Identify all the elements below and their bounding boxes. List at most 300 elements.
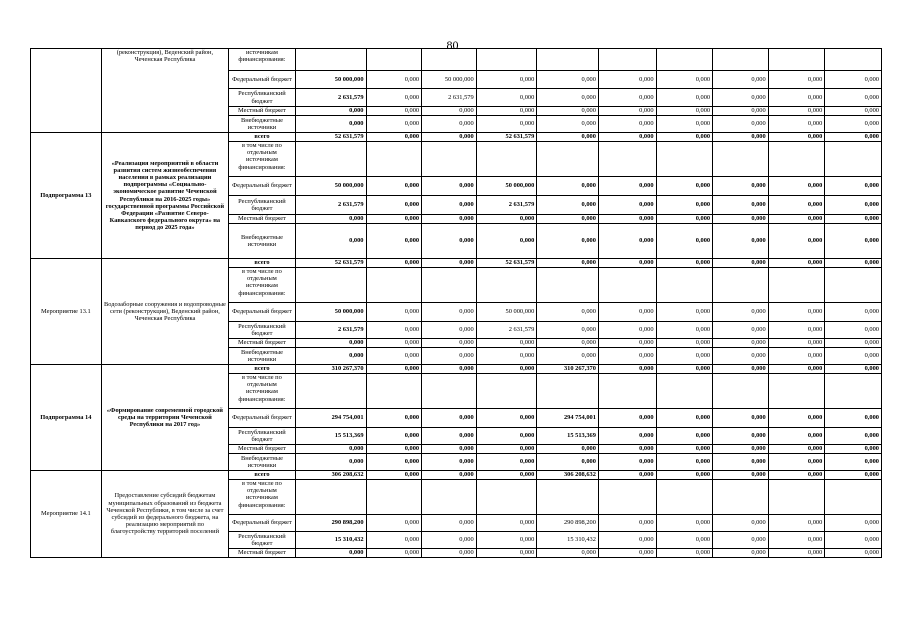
amount-cell: 0,000 [713, 365, 769, 374]
amount-cell [295, 268, 366, 303]
amount-cell: 0,000 [656, 215, 713, 224]
funding-source-cell: в том числе по отдельным источникам финансирования: [229, 374, 296, 409]
program-cell: Подпрограмма 14 [31, 365, 102, 471]
funding-source-cell: Местный бюджет [229, 445, 296, 454]
amount-cell [295, 49, 366, 71]
funding-source-cell: Местный бюджет [229, 549, 296, 558]
amount-cell: 0,000 [598, 322, 656, 339]
amount-cell: 0,000 [768, 428, 825, 445]
amount-cell: 0,000 [366, 428, 422, 445]
amount-cell [713, 480, 769, 515]
amount-cell [422, 268, 477, 303]
amount-cell: 0,000 [537, 89, 599, 107]
amount-cell: 0,000 [366, 471, 422, 480]
amount-cell: 0,000 [537, 196, 599, 215]
amount-cell: 0,000 [598, 348, 656, 365]
amount-cell: 0,000 [598, 515, 656, 532]
amount-cell: 0,000 [537, 454, 599, 471]
amount-cell: 0,000 [713, 196, 769, 215]
amount-cell: 0,000 [825, 515, 882, 532]
amount-cell: 0,000 [656, 116, 713, 133]
funding-source-cell: в том числе по отдельным источникам финансирования: [229, 480, 296, 515]
amount-cell: 0,000 [825, 133, 882, 142]
amount-cell [366, 374, 422, 409]
program-name-cell: «Формирование современной городской среды на территории Чеченской Республики на 2017 год» [101, 365, 228, 471]
amount-cell: 0,000 [656, 322, 713, 339]
amount-cell: 0,000 [713, 409, 769, 428]
amount-cell: 2 631,579 [476, 322, 537, 339]
amount-cell: 0,000 [537, 71, 599, 89]
amount-cell [366, 268, 422, 303]
amount-cell: 290 898,200 [295, 515, 366, 532]
amount-cell: 0,000 [768, 215, 825, 224]
funding-source-cell: Федеральный бюджет [229, 177, 296, 196]
table-row [31, 365, 882, 374]
amount-cell: 0,000 [422, 515, 477, 532]
amount-cell [598, 49, 656, 71]
amount-cell: 0,000 [825, 89, 882, 107]
amount-cell: 0,000 [422, 224, 477, 259]
amount-cell [476, 142, 537, 177]
funding-source-cell: Республиканский бюджет [229, 532, 296, 549]
amount-cell: 0,000 [295, 549, 366, 558]
amount-cell: 0,000 [768, 107, 825, 116]
funding-source-cell: Федеральный бюджет [229, 515, 296, 532]
amount-cell: 0,000 [295, 107, 366, 116]
amount-cell: 0,000 [598, 224, 656, 259]
amount-cell: 0,000 [537, 348, 599, 365]
amount-cell: 0,000 [825, 549, 882, 558]
amount-cell: 0,000 [422, 348, 477, 365]
amount-cell [598, 480, 656, 515]
amount-cell: 0,000 [476, 224, 537, 259]
amount-cell: 0,000 [422, 549, 477, 558]
amount-cell: 0,000 [768, 454, 825, 471]
amount-cell: 0,000 [422, 428, 477, 445]
amount-cell: 0,000 [476, 365, 537, 374]
amount-cell: 0,000 [366, 196, 422, 215]
amount-cell: 15 513,369 [537, 428, 599, 445]
amount-cell: 0,000 [656, 445, 713, 454]
amount-cell: 290 898,200 [537, 515, 599, 532]
amount-cell: 0,000 [656, 133, 713, 142]
amount-cell: 0,000 [825, 471, 882, 480]
amount-cell [422, 480, 477, 515]
amount-cell: 0,000 [366, 259, 422, 268]
amount-cell: 0,000 [713, 107, 769, 116]
amount-cell [713, 142, 769, 177]
funding-source-cell: источникам финансирования: [229, 49, 296, 71]
amount-cell: 0,000 [422, 445, 477, 454]
amount-cell: 0,000 [366, 532, 422, 549]
amount-cell: 0,000 [476, 471, 537, 480]
amount-cell: 0,000 [598, 339, 656, 348]
amount-cell: 0,000 [768, 224, 825, 259]
amount-cell: 0,000 [537, 116, 599, 133]
amount-cell: 0,000 [656, 339, 713, 348]
amount-cell: 294 754,001 [295, 409, 366, 428]
amount-cell: 0,000 [366, 215, 422, 224]
amount-cell: 2 631,579 [295, 89, 366, 107]
amount-cell: 0,000 [713, 454, 769, 471]
table-row [31, 259, 882, 268]
amount-cell [656, 480, 713, 515]
amount-cell: 0,000 [656, 515, 713, 532]
amount-cell: 15 513,369 [295, 428, 366, 445]
amount-cell: 0,000 [366, 116, 422, 133]
amount-cell: 50 000,000 [422, 71, 477, 89]
amount-cell: 0,000 [422, 196, 477, 215]
funding-source-cell: Республиканский бюджет [229, 196, 296, 215]
amount-cell: 0,000 [768, 339, 825, 348]
amount-cell: 0,000 [768, 177, 825, 196]
amount-cell: 0,000 [768, 89, 825, 107]
funding-source-cell: Федеральный бюджет [229, 303, 296, 322]
amount-cell: 0,000 [598, 116, 656, 133]
table-body [31, 49, 882, 558]
amount-cell: 0,000 [598, 259, 656, 268]
amount-cell: 0,000 [825, 259, 882, 268]
amount-cell: 0,000 [656, 365, 713, 374]
amount-cell [713, 49, 769, 71]
amount-cell: 0,000 [598, 409, 656, 428]
amount-cell: 306 208,632 [295, 471, 366, 480]
amount-cell: 0,000 [713, 322, 769, 339]
amount-cell [366, 49, 422, 71]
amount-cell: 2 631,579 [476, 196, 537, 215]
amount-cell: 0,000 [366, 177, 422, 196]
amount-cell: 0,000 [295, 224, 366, 259]
amount-cell: 15 310,432 [537, 532, 599, 549]
amount-cell: 0,000 [295, 348, 366, 365]
amount-cell: 0,000 [537, 259, 599, 268]
table-row [31, 133, 882, 142]
amount-cell: 0,000 [598, 445, 656, 454]
amount-cell: 0,000 [422, 215, 477, 224]
amount-cell [825, 268, 882, 303]
amount-cell: 0,000 [366, 348, 422, 365]
amount-cell: 0,000 [537, 322, 599, 339]
amount-cell: 0,000 [713, 259, 769, 268]
amount-cell: 0,000 [537, 303, 599, 322]
amount-cell [537, 142, 599, 177]
amount-cell: 50 000,000 [295, 177, 366, 196]
amount-cell: 0,000 [713, 224, 769, 259]
funding-source-cell: в том числе по отдельным источникам финансирования: [229, 142, 296, 177]
amount-cell: 0,000 [598, 532, 656, 549]
amount-cell: 50 000,000 [476, 177, 537, 196]
program-name-cell: (реконструкция), Веденский район, Чеченская Республика [101, 49, 228, 133]
amount-cell [768, 142, 825, 177]
amount-cell: 0,000 [656, 303, 713, 322]
amount-cell: 0,000 [656, 409, 713, 428]
amount-cell: 0,000 [656, 348, 713, 365]
amount-cell: 0,000 [476, 215, 537, 224]
amount-cell: 15 310,432 [295, 532, 366, 549]
program-cell: Подпрограмма 13 [31, 133, 102, 259]
amount-cell [366, 480, 422, 515]
amount-cell [295, 480, 366, 515]
amount-cell [537, 268, 599, 303]
amount-cell: 0,000 [656, 196, 713, 215]
amount-cell: 0,000 [366, 454, 422, 471]
amount-cell: 0,000 [366, 445, 422, 454]
amount-cell: 0,000 [713, 471, 769, 480]
amount-cell: 0,000 [422, 454, 477, 471]
amount-cell: 0,000 [422, 133, 477, 142]
amount-cell [768, 480, 825, 515]
amount-cell [537, 374, 599, 409]
funding-source-cell: Внебюджетные источники [229, 224, 296, 259]
amount-cell: 0,000 [422, 303, 477, 322]
amount-cell: 0,000 [476, 445, 537, 454]
amount-cell: 0,000 [422, 177, 477, 196]
amount-cell [598, 268, 656, 303]
amount-cell: 0,000 [598, 133, 656, 142]
amount-cell: 0,000 [476, 454, 537, 471]
amount-cell: 0,000 [713, 339, 769, 348]
amount-cell: 0,000 [537, 133, 599, 142]
amount-cell [537, 480, 599, 515]
amount-cell: 0,000 [825, 224, 882, 259]
funding-source-cell: Федеральный бюджет [229, 409, 296, 428]
amount-cell: 0,000 [476, 549, 537, 558]
amount-cell: 0,000 [713, 445, 769, 454]
amount-cell [825, 374, 882, 409]
amount-cell: 0,000 [825, 177, 882, 196]
funding-source-cell: Федеральный бюджет [229, 71, 296, 89]
program-cell: Мероприятие 13.1 [31, 259, 102, 365]
amount-cell: 0,000 [825, 215, 882, 224]
amount-cell: 0,000 [537, 177, 599, 196]
amount-cell: 0,000 [366, 89, 422, 107]
amount-cell: 0,000 [598, 196, 656, 215]
funding-source-cell: Местный бюджет [229, 215, 296, 224]
amount-cell: 2 631,579 [422, 89, 477, 107]
amount-cell: 310 267,370 [537, 365, 599, 374]
amount-cell: 0,000 [422, 471, 477, 480]
amount-cell: 0,000 [476, 532, 537, 549]
amount-cell: 0,000 [598, 71, 656, 89]
amount-cell [476, 374, 537, 409]
amount-cell [825, 480, 882, 515]
amount-cell: 0,000 [598, 365, 656, 374]
amount-cell: 0,000 [825, 322, 882, 339]
funding-source-cell: Республиканский бюджет [229, 322, 296, 339]
amount-cell: 0,000 [768, 445, 825, 454]
funding-source-cell: Внебюджетные источники [229, 348, 296, 365]
amount-cell: 0,000 [768, 515, 825, 532]
amount-cell: 0,000 [366, 133, 422, 142]
amount-cell: 0,000 [295, 445, 366, 454]
amount-cell: 0,000 [656, 471, 713, 480]
amount-cell: 0,000 [537, 224, 599, 259]
amount-cell: 0,000 [295, 116, 366, 133]
amount-cell: 0,000 [713, 549, 769, 558]
amount-cell: 0,000 [713, 303, 769, 322]
amount-cell [476, 480, 537, 515]
table-row [31, 49, 882, 71]
amount-cell: 0,000 [713, 532, 769, 549]
amount-cell: 294 754,001 [537, 409, 599, 428]
amount-cell: 0,000 [476, 428, 537, 445]
amount-cell: 0,000 [825, 445, 882, 454]
amount-cell: 0,000 [713, 515, 769, 532]
amount-cell: 0,000 [366, 365, 422, 374]
funding-source-cell: Республиканский бюджет [229, 89, 296, 107]
program-cell [31, 49, 102, 133]
amount-cell [422, 142, 477, 177]
amount-cell: 0,000 [825, 428, 882, 445]
amount-cell [656, 268, 713, 303]
amount-cell: 0,000 [713, 116, 769, 133]
amount-cell: 0,000 [476, 409, 537, 428]
amount-cell: 2 631,579 [295, 322, 366, 339]
amount-cell: 0,000 [713, 71, 769, 89]
amount-cell: 52 631,579 [295, 259, 366, 268]
program-name-cell: Водозаборные сооружения и водопроводные сети (реконструкция), Веденский район, Чеченская Республика [101, 259, 228, 365]
amount-cell: 0,000 [656, 428, 713, 445]
program-name-cell: Предоставление субсидий бюджетам муниципальных образований из бюджета Чеченской Республики, в том числе за счет субсидий из федерального бюджета, на реализацию мероприятий по благоустройству территорий поселений [101, 471, 228, 558]
amount-cell: 0,000 [422, 322, 477, 339]
amount-cell [422, 49, 477, 71]
amount-cell: 0,000 [476, 339, 537, 348]
amount-cell: 0,000 [476, 348, 537, 365]
amount-cell: 0,000 [656, 549, 713, 558]
amount-cell: 0,000 [825, 107, 882, 116]
amount-cell [713, 268, 769, 303]
amount-cell: 0,000 [713, 89, 769, 107]
amount-cell: 52 631,579 [476, 133, 537, 142]
amount-cell: 0,000 [366, 107, 422, 116]
amount-cell [422, 374, 477, 409]
amount-cell: 0,000 [656, 89, 713, 107]
amount-cell: 0,000 [366, 339, 422, 348]
amount-cell: 0,000 [713, 348, 769, 365]
amount-cell: 52 631,579 [476, 259, 537, 268]
program-cell: Мероприятие 14.1 [31, 471, 102, 558]
amount-cell: 0,000 [366, 303, 422, 322]
funding-source-cell: Местный бюджет [229, 107, 296, 116]
amount-cell: 0,000 [295, 454, 366, 471]
amount-cell: 0,000 [476, 71, 537, 89]
amount-cell: 0,000 [656, 224, 713, 259]
funding-source-cell: всего [229, 133, 296, 142]
funding-source-cell: всего [229, 471, 296, 480]
amount-cell: 0,000 [768, 71, 825, 89]
amount-cell: 0,000 [366, 409, 422, 428]
amount-cell: 50 000,000 [476, 303, 537, 322]
amount-cell: 0,000 [476, 515, 537, 532]
funding-source-cell: всего [229, 259, 296, 268]
amount-cell: 0,000 [537, 549, 599, 558]
amount-cell [366, 142, 422, 177]
amount-cell [537, 49, 599, 71]
amount-cell [825, 49, 882, 71]
amount-cell: 0,000 [598, 471, 656, 480]
amount-cell: 0,000 [768, 532, 825, 549]
amount-cell: 0,000 [295, 339, 366, 348]
amount-cell [768, 268, 825, 303]
amount-cell: 0,000 [825, 532, 882, 549]
amount-cell: 0,000 [422, 339, 477, 348]
amount-cell [656, 142, 713, 177]
amount-cell: 0,000 [598, 107, 656, 116]
amount-cell: 0,000 [825, 409, 882, 428]
amount-cell: 0,000 [768, 116, 825, 133]
amount-cell: 0,000 [476, 116, 537, 133]
amount-cell [476, 49, 537, 71]
amount-cell: 0,000 [768, 322, 825, 339]
amount-cell: 0,000 [422, 259, 477, 268]
amount-cell: 0,000 [598, 428, 656, 445]
amount-cell: 52 631,579 [295, 133, 366, 142]
amount-cell: 0,000 [537, 215, 599, 224]
amount-cell [825, 142, 882, 177]
amount-cell [295, 374, 366, 409]
amount-cell: 0,000 [476, 89, 537, 107]
amount-cell: 0,000 [537, 339, 599, 348]
funding-source-cell: Внебюджетные источники [229, 116, 296, 133]
amount-cell: 0,000 [768, 133, 825, 142]
amount-cell: 0,000 [656, 259, 713, 268]
amount-cell: 0,000 [366, 224, 422, 259]
amount-cell [713, 374, 769, 409]
amount-cell: 50 000,000 [295, 71, 366, 89]
amount-cell: 50 000,000 [295, 303, 366, 322]
amount-cell [598, 142, 656, 177]
amount-cell: 0,000 [825, 71, 882, 89]
amount-cell: 0,000 [295, 215, 366, 224]
amount-cell: 0,000 [476, 107, 537, 116]
amount-cell: 0,000 [422, 116, 477, 133]
amount-cell: 0,000 [537, 445, 599, 454]
amount-cell: 0,000 [656, 532, 713, 549]
amount-cell: 0,000 [713, 428, 769, 445]
amount-cell [598, 374, 656, 409]
amount-cell: 0,000 [422, 532, 477, 549]
budget-table [30, 48, 882, 558]
amount-cell: 0,000 [598, 177, 656, 196]
amount-cell: 0,000 [825, 116, 882, 133]
amount-cell: 0,000 [713, 215, 769, 224]
amount-cell [768, 49, 825, 71]
amount-cell: 310 267,370 [295, 365, 366, 374]
amount-cell: 0,000 [537, 107, 599, 116]
amount-cell: 0,000 [598, 89, 656, 107]
amount-cell: 0,000 [366, 71, 422, 89]
amount-cell: 0,000 [422, 107, 477, 116]
amount-cell: 0,000 [825, 196, 882, 215]
program-name-cell: «Реализация мероприятий в области развития систем жизнеобеспечения населения в рамках реализации подпрограммы «Социально-экономическое развитие Чеченской Республики на 2016-2025 годы» государственной программы Российской Федерации «Развитие Северо-Кавказского федерального округа» на период до 2025 года» [101, 133, 228, 259]
amount-cell: 0,000 [768, 409, 825, 428]
amount-cell: 0,000 [825, 348, 882, 365]
amount-cell: 0,000 [598, 454, 656, 471]
amount-cell: 0,000 [366, 515, 422, 532]
amount-cell: 0,000 [768, 549, 825, 558]
funding-source-cell: в том числе по отдельным источникам финансирования: [229, 268, 296, 303]
amount-cell: 2 631,579 [295, 196, 366, 215]
amount-cell [295, 142, 366, 177]
funding-source-cell: Республиканский бюджет [229, 428, 296, 445]
amount-cell: 0,000 [422, 409, 477, 428]
amount-cell: 0,000 [713, 177, 769, 196]
amount-cell: 0,000 [656, 454, 713, 471]
funding-source-cell: всего [229, 365, 296, 374]
amount-cell: 0,000 [825, 454, 882, 471]
funding-source-cell: Внебюджетные источники [229, 454, 296, 471]
amount-cell: 0,000 [656, 107, 713, 116]
